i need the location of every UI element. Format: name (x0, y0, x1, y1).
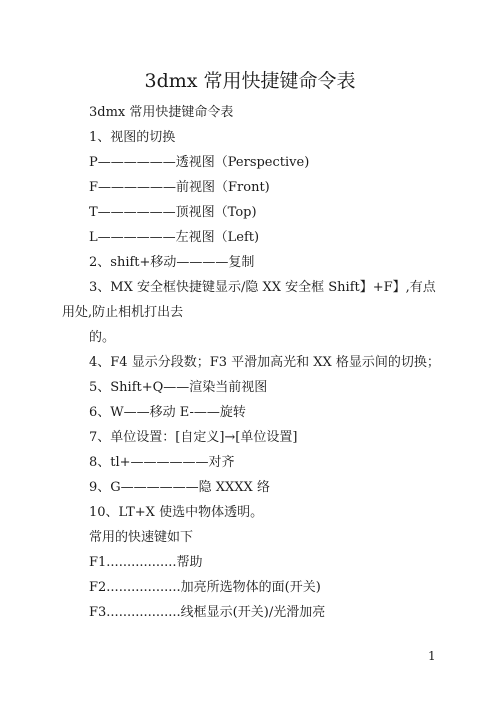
text-line: L——————左视图（Left) (89, 230, 260, 245)
text-line: 7、单位设置：[自定义]→[单位设置] (89, 430, 298, 445)
text-line: F1.................帮助 (89, 555, 203, 570)
text-line: 3dmx 常用快捷键命令表 (89, 105, 234, 120)
page-number: 1 (428, 649, 436, 663)
text-line: F——————前视图（Front) (89, 180, 270, 195)
text-line: 4、F4 显示分段数；F3 平滑加高光和 XX 格显示间的切换； (89, 355, 440, 370)
text-line: 6、W——移动 E-——旋转 (89, 405, 246, 420)
text-line: 的。 (89, 330, 116, 345)
page-title: 3dmx 常用快捷键命令表 (144, 70, 356, 92)
text-line: F2..................加亮所选物体的面(开关) (89, 580, 321, 595)
text-line: 10、LT+X 使选中物体透明。 (89, 505, 264, 520)
text-line: 8、tl+——————对齐 (89, 455, 235, 470)
text-line: 1、视图的切换 (89, 130, 176, 145)
text-line: F3..................线框显示(开关)/光滑加亮 (89, 605, 326, 620)
text-line: 3、MX 安全框快捷键显示/隐 XX 安全框 Shift】+F】,有点 (89, 280, 436, 295)
text-line: P——————透视图（Perspective) (89, 155, 310, 170)
text-line: 常用的快速键如下 (89, 530, 194, 545)
text-line: T——————顶视图（Top) (89, 205, 257, 220)
text-line: 用处,防止相机打出去 (62, 305, 184, 320)
text-line: 5、Shift+Q——渲染当前视图 (89, 380, 268, 395)
text-line: 2、shift+移动————复制 (89, 255, 255, 270)
text-line: 9、G——————隐 XXXX 络 (89, 480, 270, 495)
